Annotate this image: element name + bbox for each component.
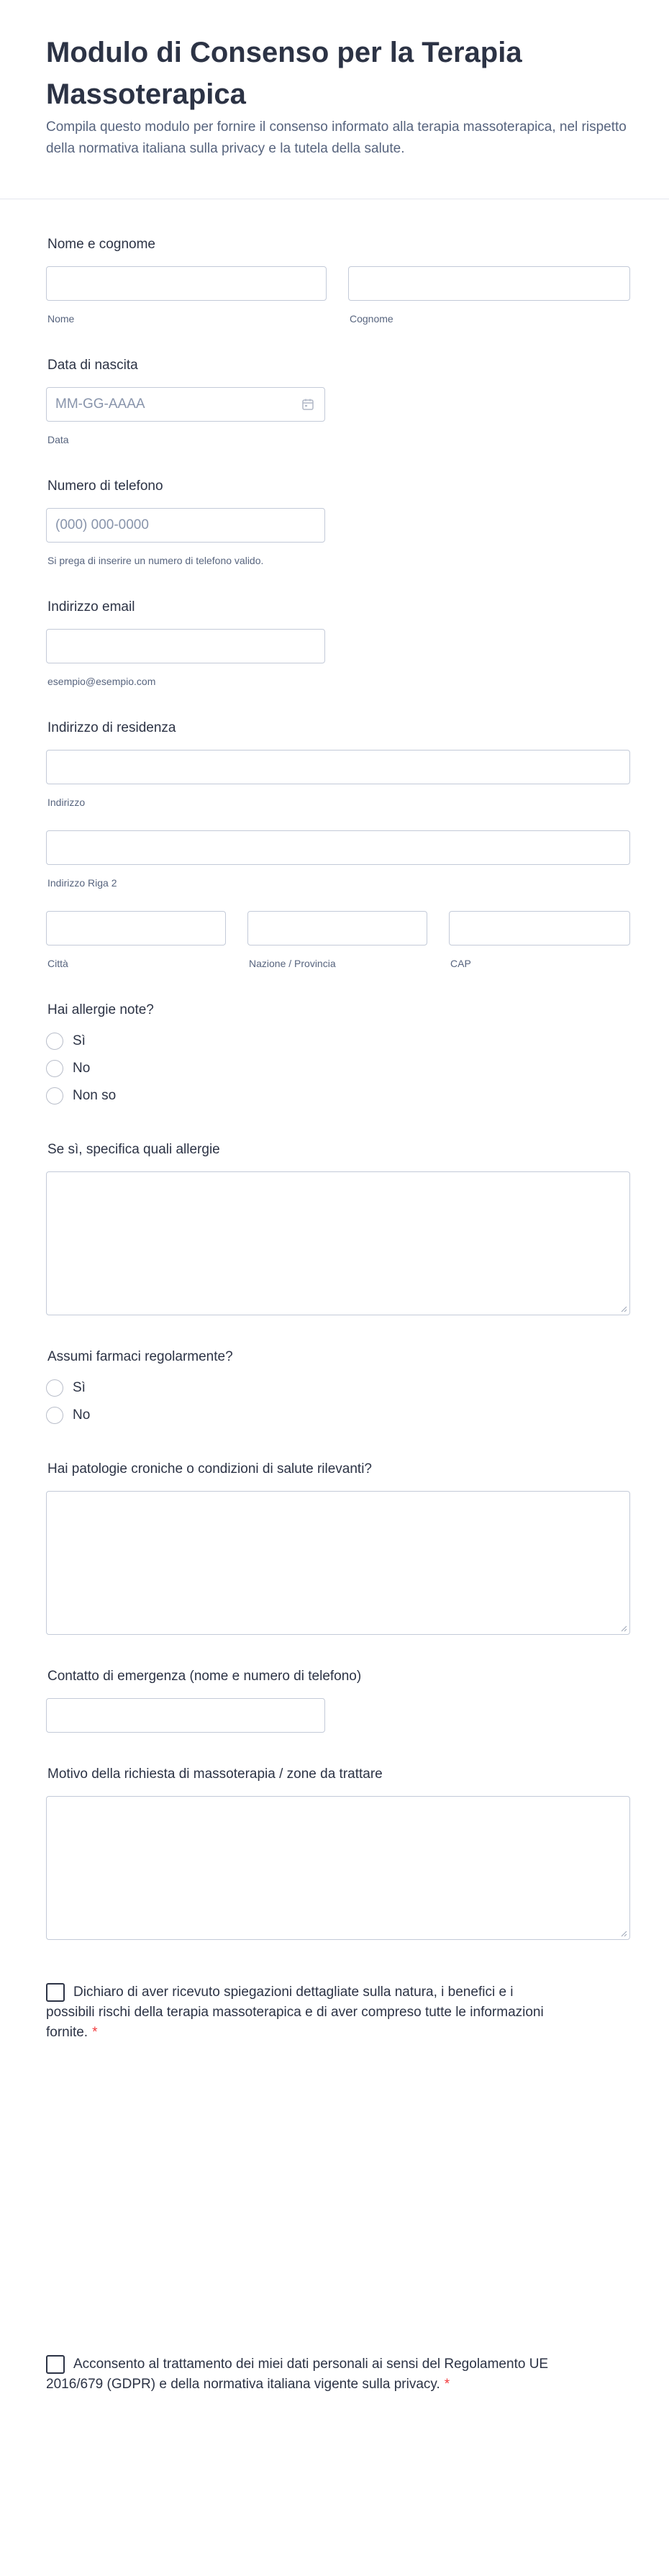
form-title: Modulo di Consenso per la Terapia Massoterapica [46,37,522,110]
allergies-option-yes[interactable]: Sì [73,1033,86,1048]
medications-label: Assumi farmaci regolarmente? [47,1349,233,1364]
allergies-option-unknown[interactable]: Non so [73,1088,117,1103]
medications-radio-no[interactable] [46,1407,63,1424]
calendar-icon[interactable] [301,398,314,414]
zip-input[interactable] [449,911,630,945]
full-name-label: Nome e cognome [47,237,155,252]
address-line2-sublabel: Indirizzo Riga 2 [47,877,117,889]
address-label: Indirizzo di residenza [47,720,176,735]
resize-handle-icon[interactable] [620,1305,627,1312]
phone-placeholder: (000) 000-0000 [55,517,149,532]
medications-option-no[interactable]: No [73,1407,91,1423]
reason-textarea[interactable] [46,1796,630,1940]
resize-handle-icon[interactable] [620,1930,627,1937]
allergies-radio-yes[interactable] [46,1033,63,1050]
required-asterisk: * [92,2025,98,2040]
phone-input[interactable] [46,508,325,543]
email-input[interactable] [46,629,325,663]
allergies-option-no[interactable]: No [73,1061,91,1076]
resize-handle-icon[interactable] [620,1625,627,1632]
address-line1-sublabel: Indirizzo [47,797,86,808]
state-sublabel: Nazione / Provincia [249,958,336,969]
email-label: Indirizzo email [47,599,135,614]
reason-label: Motivo della richiesta di massoterapia / zone da trattare [47,1767,383,1782]
consent-privacy-text: Acconsento al trattamento dei miei dati personali ai sensi del Regolamento UE 2016/679 (GDPR) e della normativa italiana vigente sulla privacy. [46,2357,549,2392]
allergies-label: Hai allergie note? [47,1002,154,1017]
conditions-label: Hai patologie croniche o condizioni di salute rilevanti? [47,1461,372,1477]
allergies-detail-textarea[interactable] [46,1171,630,1315]
city-sublabel: Città [47,958,68,969]
birth-date-sublabel: Data [47,434,69,445]
allergies-detail-label: Se sì, specifica quali allergie [47,1142,220,1157]
birth-date-input[interactable] [46,387,325,422]
medications-option-yes[interactable]: Sì [73,1380,86,1395]
birth-date-label: Data di nascita [47,358,138,373]
medications-radio-yes[interactable] [46,1379,63,1397]
required-asterisk: * [444,2377,450,2392]
conditions-textarea[interactable] [46,1491,630,1635]
first-name-input[interactable] [46,266,327,301]
emergency-contact-input[interactable] [46,1698,325,1733]
consent-privacy-statement[interactable] [46,2354,564,2395]
address-line2-input[interactable] [46,830,630,865]
state-input[interactable] [247,911,427,945]
first-name-sublabel: Nome [47,313,75,325]
allergies-radio-unknown[interactable] [46,1087,63,1105]
emergency-contact-label: Contatto di emergenza (nome e numero di telefono) [47,1669,362,1684]
city-input[interactable] [46,911,226,945]
consent-info-statement[interactable] [46,1982,564,2043]
last-name-input[interactable] [348,266,630,301]
consent-info-text: Dichiaro di aver ricevuto spiegazioni dettagliate sulla natura, i benefici e i possibili rischi della terapia massoterapica e di aver compreso tutte le informazioni fornite. [46,1985,544,2040]
allergies-radio-no[interactable] [46,1060,63,1077]
phone-sublabel: Si prega di inserire un numero di telefono valido. [47,555,264,566]
email-sublabel: esempio@esempio.com [47,676,156,687]
phone-label: Numero di telefono [47,479,163,494]
zip-sublabel: CAP [450,958,471,969]
birth-date-placeholder: MM-GG-AAAA [55,396,145,412]
form-subtitle: Compila questo modulo per fornire il consenso informato alla terapia massoterapica, nel rispetto della normativa italiana sulla privacy e la tutela della salute. [46,119,627,156]
last-name-sublabel: Cognome [350,313,393,325]
address-line1-input[interactable] [46,750,630,784]
